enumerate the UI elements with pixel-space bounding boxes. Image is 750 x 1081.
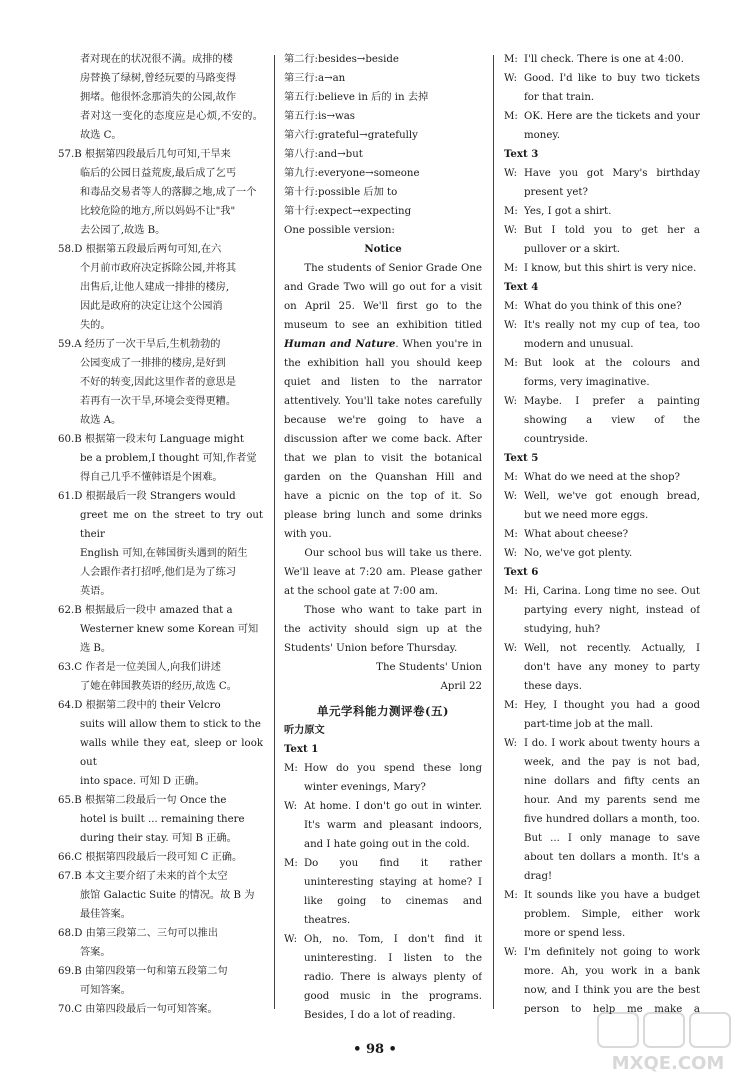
speaker-label: W: xyxy=(504,396,518,407)
answer-line: 去公园了,故选 B。 xyxy=(80,225,166,236)
answer-line: 旅馆 Galactic Suite 的情况。故 B 为 xyxy=(80,890,255,901)
answer-item: 61.D 根据最后一段 Strangers would xyxy=(58,491,236,502)
dialog-line xyxy=(504,734,700,886)
notice-paragraph-3: Those who want to take part in the activity should sign up at the Students' Union before Thursday. xyxy=(284,605,482,654)
answer-item: 68.D 由第三段第二、三句可以推出 xyxy=(58,928,219,939)
correction-line: 第三行:a→an xyxy=(284,73,346,84)
dialog-line xyxy=(504,392,700,449)
column-divider xyxy=(274,55,275,1009)
answer-line: 得自己几乎不懂韩语是个困难。 xyxy=(80,472,223,483)
dialog-line xyxy=(504,639,700,696)
speaker-label: W: xyxy=(284,801,298,812)
speaker-label: W: xyxy=(504,738,518,749)
dialog-text: It's really not my cup of tea, too modern and unusual. xyxy=(524,320,700,350)
answer-item: 69.B 由第四段第一句和第五段第二句 xyxy=(58,966,228,977)
dialog-text: Have you got Mary's birthday present yet? xyxy=(524,168,700,198)
dialog-text: Well, we've got enough bread, but we need more eggs. xyxy=(524,491,700,521)
dialog-line xyxy=(284,930,482,1021)
speaker-label: M: xyxy=(504,529,518,540)
answer-line: 个月前市政府决定拆除公园,并将其 xyxy=(80,263,237,274)
speaker-label: M: xyxy=(504,700,518,711)
text-heading: Text 1 xyxy=(284,743,319,755)
dialog-text: I know, but this shirt is very nice. xyxy=(524,263,697,274)
speaker-label: M: xyxy=(504,472,518,483)
answer-item: 65.B 根据第二段最后一句 Once the xyxy=(58,795,227,806)
notice-date: April 22 xyxy=(440,681,482,692)
dialog-line xyxy=(504,50,700,69)
speaker-label: W: xyxy=(504,643,518,654)
dialog-line xyxy=(504,544,700,563)
notice-text: . When you're in the exhibition hall you should keep quiet and listen to the narrator attentively. You'll take notes carefully because we're going to have a discussion after we come back. After that we plan to visit the botanical garden on the Quanshan Hill and have a picnic on the top of it. So please bring lunch and some drinks with you. xyxy=(284,339,482,540)
dialog-text: Well, not recently. Actually, I don't have any money to party these days. xyxy=(524,643,700,692)
answer-item: 63.C 作者是一位美国人,向我们讲述 xyxy=(58,662,221,673)
answer-item: 60.B 根据第一段末句 Language might xyxy=(58,434,244,445)
answer-line: 答案。 xyxy=(80,947,111,958)
speaker-label: W: xyxy=(504,548,518,559)
text-heading: Text 6 xyxy=(504,566,539,578)
notice-paragraph-2: Our school bus will take us there. We'll leave at 7:20 am. Please gather at the school gate at 7:00 am. xyxy=(284,548,482,597)
correction-line: 第五行:is→was xyxy=(284,111,356,122)
dialog-line xyxy=(504,259,700,278)
correction-line: 第二行:besides→beside xyxy=(284,54,399,65)
dialog-line xyxy=(504,696,700,734)
answer-line: 和毒品交易者等人的落脚之地,成了一个 xyxy=(80,187,257,198)
answer-line: into space. 可知 D 正确。 xyxy=(80,776,205,787)
dialog-text: How do you spend these long winter evenings, Mary? xyxy=(304,763,482,793)
section-title: 单元学科能力测评卷(五) xyxy=(317,704,449,718)
notice-block xyxy=(284,240,482,696)
column-divider xyxy=(493,55,494,1009)
answer-line: 公园变成了一排排的楼房,是好到 xyxy=(80,358,226,369)
dialog-text: No, we've got plenty. xyxy=(524,548,633,559)
correction-line: 第九行:everyone→someone xyxy=(284,168,420,179)
dialog-text: What do we need at the shop? xyxy=(524,472,680,483)
correction-line: 第六行:grateful→gratefully xyxy=(284,130,418,141)
notice-text: The students of Senior Grade One and Grade Two will go out for a visit on April 25. We'll first go to the museum to see an exhibition titled xyxy=(284,263,482,331)
dialog-text: But look at the colours and forms, very imaginative. xyxy=(524,358,700,388)
answer-line: English 可知,在韩国街头遇到的陌生 xyxy=(80,548,248,559)
correction-line: 第八行:and→but xyxy=(284,149,363,160)
right-column xyxy=(504,50,700,1021)
dialog-text: But I told you to get her a pullover or a skirt. xyxy=(524,225,700,255)
answer-item: 66.C 根据第四段最后一段可知 C 正确。 xyxy=(58,852,243,863)
answer-line: be a problem,I thought 可知,作者觉 xyxy=(80,453,257,464)
speaker-label: W: xyxy=(504,491,518,502)
speaker-label: M: xyxy=(284,763,298,774)
dialog-text: At home. I don't go out in winter. It's warm and pleasant indoors, and I hate going out in the cold. xyxy=(304,801,482,850)
dialog-line xyxy=(504,202,700,221)
answer-line: 者对这一变化的态度应是心烦,不安的。故选 C。 xyxy=(80,111,263,141)
speaker-label: M: xyxy=(504,301,518,312)
speaker-label: W: xyxy=(504,947,518,958)
notice-signature: The Students' Union xyxy=(376,662,482,673)
speaker-label: M: xyxy=(504,263,518,274)
answer-item: 64.D 根据第二段中的 their Velcro xyxy=(58,700,221,711)
answer-line: Westerner knew some Korean 可知 xyxy=(80,624,259,635)
answer-line: 人会跟作者打招呼,他们是为了练习 xyxy=(80,567,237,578)
dialog-line xyxy=(504,525,700,544)
middle-column xyxy=(284,50,482,1021)
dialog-line xyxy=(284,759,482,797)
answer-item: 62.B 根据最后一段中 amazed that a xyxy=(58,605,233,616)
text-heading: Text 5 xyxy=(504,452,539,464)
dialog-line xyxy=(504,487,700,525)
speaker-label: W: xyxy=(504,225,518,236)
error-correction-list xyxy=(284,50,482,240)
answer-line: 若再有一次干旱,环境会变得更糟。 xyxy=(80,396,237,407)
answer-line: 出售后,让他人建成一排排的楼房, xyxy=(80,282,230,293)
speaker-label: W: xyxy=(284,934,298,945)
dialog-text: I'm definitely not going to work more. Ah, you work in a bank now, and I think you are the best person to help me make a xyxy=(524,947,700,1015)
notice-title: Notice xyxy=(364,243,402,255)
answer-line: hotel is built ... remaining there xyxy=(80,814,245,825)
correction-line: 第十行:expect→expecting xyxy=(284,206,412,217)
correction-line: 第十行:possible 后加 to xyxy=(284,187,398,198)
listening-transcript xyxy=(284,740,482,1021)
correction-line: One possible version: xyxy=(284,225,395,236)
answer-item: 57.B 根据第四段最后几句可知,干旱来 xyxy=(58,149,231,160)
speaker-label: M: xyxy=(504,111,518,122)
dialog-line xyxy=(504,221,700,259)
answer-item: 59.A 经历了一次干旱后,生机勃勃的 xyxy=(58,339,221,350)
correction-line: 第五行:believe in 后的 in 去掉 xyxy=(284,92,429,103)
dialog-line xyxy=(284,854,482,930)
answer-line: 了她在韩国教英语的经历,故选 C。 xyxy=(80,681,237,692)
text-heading: Text 3 xyxy=(504,148,539,160)
answer-line: 选 B。 xyxy=(80,643,112,654)
dialog-line xyxy=(504,582,700,639)
dialog-text: I'll check. There is one at 4:00. xyxy=(524,54,684,65)
speaker-label: M: xyxy=(504,586,518,597)
answer-item: 67.B 本文主要介绍了未来的首个太空 xyxy=(58,871,228,882)
dialog-text: It sounds like you have a budget problem. Simple, either work more or spend less. xyxy=(524,890,700,939)
dialog-text: Good. I'd like to buy two tickets for that train. xyxy=(524,73,700,103)
dialog-text: Do you find it rather uninteresting staying at home? I like going to cinemas and theatres. xyxy=(304,858,482,926)
speaker-label: M: xyxy=(504,54,518,65)
dialog-text: Yes, I got a shirt. xyxy=(524,206,612,217)
speaker-label: W: xyxy=(504,73,518,84)
dialog-text: I do. I work about twenty hours a week, and the pay is not bad, nine dollars and fifty cents an hour. And my parents send me five hundred dollars a month, too. But ... I only manage to save about ten dollars a month. It's a drag! xyxy=(524,738,700,882)
dialog-line xyxy=(284,797,482,854)
text-heading: Text 4 xyxy=(504,281,539,293)
answer-line: 比较危险的地方,所以妈妈不让"我" xyxy=(80,206,236,217)
answer-line: 不好的转变,因此这里作者的意思是 xyxy=(80,377,237,388)
dialog-line xyxy=(504,69,700,107)
answer-line: 者对现在的状况很不满。成排的楼 xyxy=(80,54,233,65)
exhibition-title: Human and Nature xyxy=(284,338,396,350)
svg-text:MXQE.COM: MXQE.COM xyxy=(611,1053,725,1074)
answer-item: 70.C 由第四段最后一句可知答案。 xyxy=(58,1004,218,1015)
speaker-label: W: xyxy=(504,168,518,179)
answer-line: 因此是政府的决定让这个公园消 xyxy=(80,301,223,312)
answer-item: 58.D 根据第五段最后两句可知,在六 xyxy=(58,244,222,255)
dialog-text: Maybe. I prefer a painting showing a view of the countryside. xyxy=(524,396,700,445)
answer-line: 最佳答案。 xyxy=(80,909,131,920)
answer-line xyxy=(58,1019,263,1021)
answer-line: 故选 A。 xyxy=(80,415,122,426)
answer-line: 失的。 xyxy=(80,320,111,331)
answer-line: 拥堵。他很怀念那消失的公园,故作 xyxy=(80,92,237,103)
left-column xyxy=(58,50,263,1021)
speaker-label: M: xyxy=(504,206,518,217)
dialog-line xyxy=(504,468,700,487)
speaker-label: M: xyxy=(504,890,518,901)
answer-line: 房替换了绿树,曾经玩要的马路变得 xyxy=(80,73,237,84)
dialog-line xyxy=(504,297,700,316)
answer-line: walls while they eat, sleep or look out xyxy=(80,738,263,768)
answer-line: greet me on the street to try out their xyxy=(80,510,263,540)
answer-line: 临后的公园日益荒废,最后成了乞丐 xyxy=(80,168,237,179)
dialog-text: Hey, I thought you had a good part-time job at the mall. xyxy=(524,700,700,730)
dialog-line xyxy=(504,107,700,145)
watermark-logo xyxy=(594,1009,742,1075)
answer-line: during their stay. 可知 B 正确。 xyxy=(80,833,237,844)
dialog-line xyxy=(504,886,700,943)
answer-line: suits will allow them to stick to the xyxy=(80,719,261,730)
dialog-text: What about cheese? xyxy=(524,529,629,540)
answer-line: 英语。 xyxy=(80,586,111,597)
speaker-label: M: xyxy=(504,358,518,369)
dialog-text: Hi, Carina. Long time no see. Out partying every night, instead of studying, huh? xyxy=(524,586,700,635)
dialog-text: OK. Here are the tickets and your money. xyxy=(524,111,700,141)
dialog-line xyxy=(504,164,700,202)
notice-paragraph-1 xyxy=(284,259,482,544)
answer-line: 可知答案。 xyxy=(80,985,131,996)
speaker-label: M: xyxy=(284,858,298,869)
speaker-label: W: xyxy=(504,320,518,331)
dialog-line xyxy=(504,354,700,392)
page-number: • 98 • xyxy=(353,1042,397,1057)
dialog-line xyxy=(504,316,700,354)
dialog-text: Oh, no. Tom, I don't find it uninteresting. I listen to the radio. There is always plenty of good music in the programs. Besides, I do a lot of reading. xyxy=(304,934,482,1021)
section-subtitle: 听力原文 xyxy=(284,724,325,736)
dialog-text: What do you think of this one? xyxy=(524,301,682,312)
